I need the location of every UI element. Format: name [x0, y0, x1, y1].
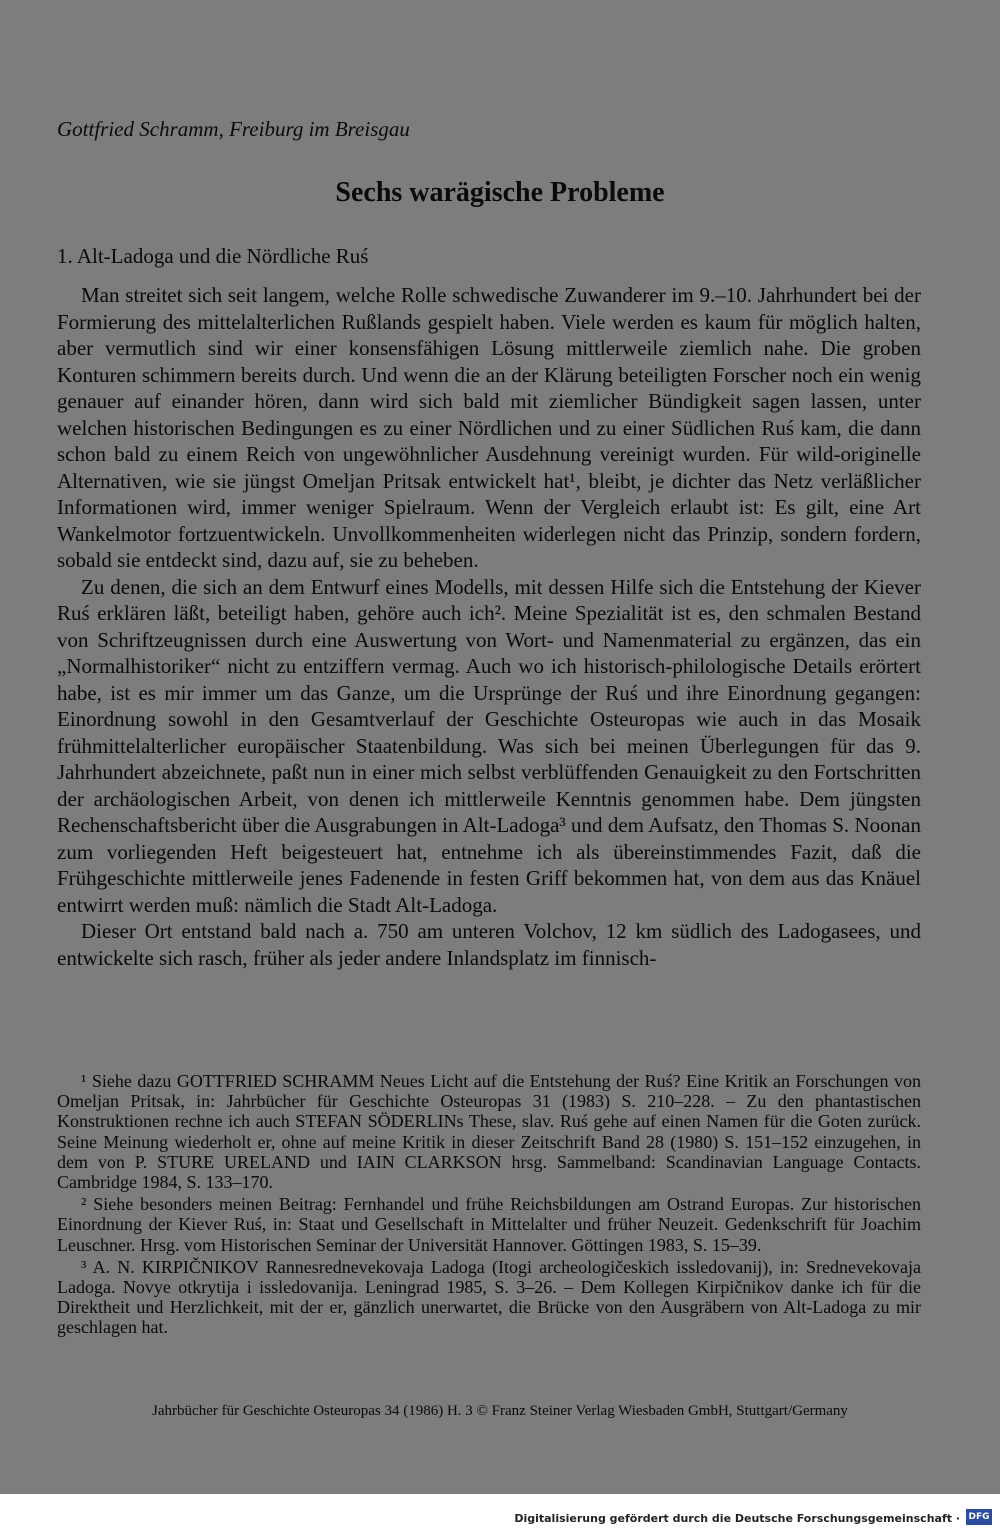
author-line: Gottfried Schramm, Freiburg im Breisgau [57, 117, 410, 141]
paragraph: Man streitet sich seit langem, welche Rolle schwedische Zuwanderer im 9.–10. Jahrhundert bei der Formierung des mittelalterlichen Rußlands gespielt haben. Viele werden es kaum für möglich halten, aber vermutlich sind wir einer konsensfähigen Lösung mittlerweile ziemlich nahe. Die groben Konturen schimmern bereits durch. Und wenn die an der Klärung beteiligten Forscher noch ein wenig genauer auf einander hören, dann wird sich bald mit ziemlicher Bündigkeit sagen lassen, unter welchen historischen Bedingungen es zu einer Nördlichen und zu einer Südlichen Ruś kam, die dann schon bald zu einem Reich von ungewöhnlicher Ausdehnung vereinigt wurden. Für wild-originelle Alternativen, wie sie jüngst Omeljan Pritsak entwickelt hat¹, bleibt, je dichter das Netz verläßlicher Informationen wird, immer weniger Spielraum. Wenn der Vergleich erlaubt ist: Es gilt, eine Art Wankelmotor fortzuentwickeln. Unvollkommenheiten widerlegen nicht das Prinzip, sondern fordern, sobald sie entdeckt sind, dazu auf, sie zu beheben. [57, 283, 921, 572]
paragraph: Zu denen, die sich an dem Entwurf eines Modells, mit dessen Hilfe sich die Entstehung der Kiever Ruś erklären läßt, beteiligt haben, gehöre auch ich². Meine Spezialität ist es, den schmalen Bestand von Schriftzeugnissen durch eine Auswertung von Wort- und Namenmaterial zu ergänzen, das ein „Normalhistoriker“ nicht zu entziffern vermag. Auch wo ich historisch-philologische Details erörtert habe, ist es mir immer um das Ganze, um die Ursprünge der Ruś und ihre Einordnung gegangen: Einordnung sowohl in den Gesamtverlauf der Geschichte Osteuropas wie auch in das Mosaik frühmittelalterlicher europäischer Staatenbildung. Was sich bei meinen Überlegungen für das 9. Jahrhundert abzeichnete, paßt nun in einer mich selbst verblüffenden Genauigkeit zu den Fortschritten der archäologischen Arbeit, von denen ich mittlerweile Kenntnis genommen habe. Dem jüngsten Rechenschaftsbericht über die Ausgrabungen in Alt-Ladoga³ und dem Aufsatz, den Thomas S. Noonan zum vorliegenden Heft beigesteuert hat, entnehme ich als übereinstimmendes Fazit, daß die Frühgeschichte mittlerweile jenes Fadenende in festen Griff bekommen hat, von dem aus das Knäuel entwirrt werden muß: nämlich die Stadt Alt-Ladoga. [57, 574, 921, 917]
dfg-logo-icon: DFG [966, 1509, 992, 1525]
footnotes [57, 1071, 921, 1340]
footnote: ² Siehe besonders meinen Beitrag: Fernhandel und frühe Reichsbildungen am Ostrand Europas. Zur historischen Einordnung der Kiever Ruś, in: Staat und Gesellschaft in Mittelalter und früher Neuzeit. Gedenkschrift für Joachim Leuschner. Hrsg. vom Historischen Seminar der Universität Hannover. Göttingen 1983, S. 15–39. [57, 1194, 921, 1255]
article-body [57, 282, 921, 971]
section-heading: 1. Alt-Ladoga und die Nördliche Ruś [57, 244, 369, 268]
digitization-note: Digitalisierung gefördert durch die Deutsche Forschungsgemeinschaft · [514, 1512, 960, 1525]
paragraph: Dieser Ort entstand bald nach a. 750 am unteren Volchov, 12 km südlich des Ladogasees, und entwickelte sich rasch, früher als jeder andere Inlandsplatz im finnisch- [57, 919, 921, 970]
footnote: ³ A. N. KIRPIČNIKOV Rannesrednevekovaja Ladoga (Itogi archeologičeskich issledovanij), in: Srednevekovaja Ladoga. Novye otkrytija i issledovanija. Leningrad 1985, S. 3–26. – Dem Kollegen Kirpičnikov danke ich für die Direktheit und Herzlichkeit, mit der er, gänzlich unerwartet, die Brücke von den Ausgräbern von Alt-Ladoga zu mir geschlagen hat. [57, 1256, 921, 1338]
article-title: Sechs warägische Probleme [335, 177, 665, 208]
footnote: ¹ Siehe dazu GOTTFRIED SCHRAMM Neues Licht auf die Entstehung der Ruś? Eine Kritik an Forschungen von Omeljan Pritsak, in: Jahrbücher für Geschichte Osteuropas 31 (1983) S. 210–228. – Zu den phantastischen Konstruktionen rechne ich auch STEFAN SÖDERLINs These, slav. Ruś gehe auf einen Namen für die Goten zurück. Seine Meinung wiederholt er, ohne auf meine Kritik in dieser Zeitschrift Band 28 (1980) S. 151–152 einzugehen, in dem von P. STURE URELAND und IAIN CLARKSON hrsg. Sammelband: Scandinavian Language Contacts. Cambridge 1984, S. 133–170. [57, 1071, 921, 1193]
page-footer: Jahrbücher für Geschichte Osteuropas 34 (1986) H. 3 © Franz Steiner Verlag Wiesbaden GmbH, Stuttgart/Germany [152, 1403, 848, 1419]
